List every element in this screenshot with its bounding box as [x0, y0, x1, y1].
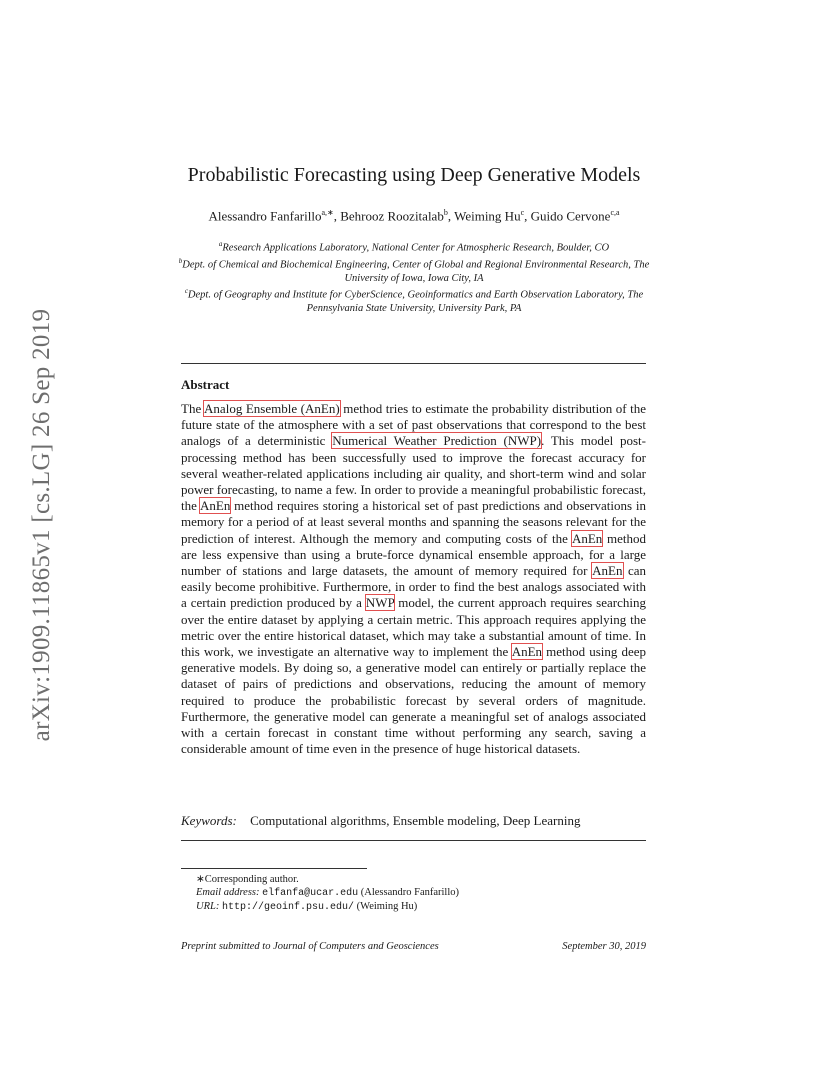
author-affiliation-mark: a,∗: [321, 208, 334, 217]
abstract-body: [181, 401, 646, 757]
author-affiliation-mark: b: [443, 208, 448, 217]
page-footer: [181, 941, 646, 952]
affiliation: [160, 285, 668, 315]
url-line: [196, 900, 459, 914]
top-divider: [181, 363, 646, 364]
affiliation-mark: c: [184, 286, 188, 295]
author-name: Weiming Hu: [454, 208, 521, 224]
footer-preprint-note: Preprint submitted to Journal of Computers and Geosciences: [181, 941, 439, 952]
footnotes: [196, 873, 459, 914]
abstract-heading: Abstract: [181, 377, 230, 392]
abstract-text: method are less expensive than using a brute-force dynamical ensemble approach, for a large number of stations and large datasets, the amount of memory required for: [181, 530, 646, 579]
email-line: [196, 886, 459, 900]
author-affiliation-mark: c: [520, 208, 525, 217]
email-label: Email address:: [196, 887, 260, 898]
paper-title: Probabilistic Forecasting using Deep Generative Models: [187, 164, 641, 186]
affiliation: [160, 255, 668, 285]
author-name: Guido Cervone: [530, 208, 611, 224]
acronym-link[interactable]: NWP: [365, 595, 395, 611]
affiliation-text: Dept. of Geography and Institute for CyberScience, Geoinformatics and Earth Observation Laboratory, The Pennsylvania State University, University Park, PA: [187, 289, 644, 314]
abstract-text: method requires storing a historical set of past predictions and observations in memory for a period of at least several months and spanning the seasons relevant for the prediction of interest. Although the memory and computing costs of the: [181, 498, 646, 546]
abstract-text: method using deep generative models. By doing so, a generative model can entirely or partially replace the dataset of pairs of predictions and observations, reducing the amount of memory required to produce the probabilistic forecast by several orders of magnitude. Furthermore, the generative model can generate a meaningful set of analogs associated with a certain forecast in constant time without performing any search, saving a considerable amount of time even in the presence of huge historical datasets.: [181, 644, 646, 757]
url-owner: (Weiming Hu): [356, 901, 418, 912]
email-link[interactable]: elfanfa@ucar.edu: [262, 888, 359, 899]
keywords-text: Computational algorithms, Ensemble modeling, Deep Learning: [250, 813, 581, 828]
abstract-text: model, the current approach requires searching over the entire dataset by applying a certain metric. This approach requires applying the metric over the entire historical dataset, which may take a substantial amount of time. In this work, we investigate an alternative way to implement the: [181, 595, 646, 660]
bottom-divider: [181, 840, 646, 841]
url-link[interactable]: http://geoinf.psu.edu/: [221, 902, 354, 913]
footer-date: September 30, 2019: [562, 941, 646, 952]
affiliation-list: [160, 238, 668, 315]
arxiv-identifier: arXiv:1909.11865v1 [cs.LG] 26 Sep 2019: [28, 308, 55, 742]
abstract-text: can easily become prohibitive. Furthermore, in order to find the best analogs associated with a certain prediction produced by a: [181, 563, 646, 611]
affiliation-text: Research Applications Laboratory, National Center for Atmospheric Research, Boulder, CO: [222, 242, 610, 254]
abstract-text: The: [181, 401, 205, 416]
abstract-text: . This model post-processing method has been successfully used to improve the forecast accuracy for several weather-related applications including air quality, and short-term wind and solar power forecasting, to name a few. In order to provide a meaningful probabilistic forecast, the: [181, 433, 646, 514]
author-name: Alessandro Fanfarillo: [208, 208, 322, 224]
acronym-link[interactable]: AnEn: [571, 530, 603, 546]
acronym-link[interactable]: AnEn: [200, 498, 231, 514]
acronym-link[interactable]: Numerical Weather Prediction (NWP): [332, 433, 542, 449]
keywords-label: Keywords:: [181, 813, 237, 828]
arxiv-sidebar: [22, 290, 62, 760]
author-list: Alessandro Fanfarillo$^{a,∗}$, Behrooz Roozitalab$^b$, Weiming Hu$^c$, Guido Cervone$^{c,a}$: [208, 208, 620, 224]
affiliation-mark: b: [178, 256, 183, 265]
acronym-link[interactable]: AnEn: [511, 644, 543, 660]
url-label: URL:: [196, 901, 220, 912]
corresponding-note: ∗Corresponding author.: [196, 874, 299, 885]
email-owner: (Alessandro Fanfarillo): [360, 887, 460, 898]
acronym-link[interactable]: AnEn: [592, 563, 623, 579]
affiliation: [160, 238, 668, 255]
author-affiliation-mark: c,a: [610, 208, 620, 217]
acronym-link[interactable]: Analog Ensemble (AnEn): [204, 401, 340, 416]
author-name: Behrooz Roozitalab: [340, 208, 444, 224]
keywords-line: [181, 813, 580, 829]
footnote-rule: [181, 868, 367, 869]
abstract-text: method tries to estimate the probability distribution of the future state of the atmosphere with a set of past observations that correspond to the best analogs of a deterministic: [181, 401, 646, 449]
affiliation-text: Dept. of Chemical and Biochemical Engineering, Center of Global and Regional Environmental Research, The University of Iowa, Iowa City, IA: [182, 259, 650, 284]
affiliation-mark: a: [218, 240, 223, 248]
